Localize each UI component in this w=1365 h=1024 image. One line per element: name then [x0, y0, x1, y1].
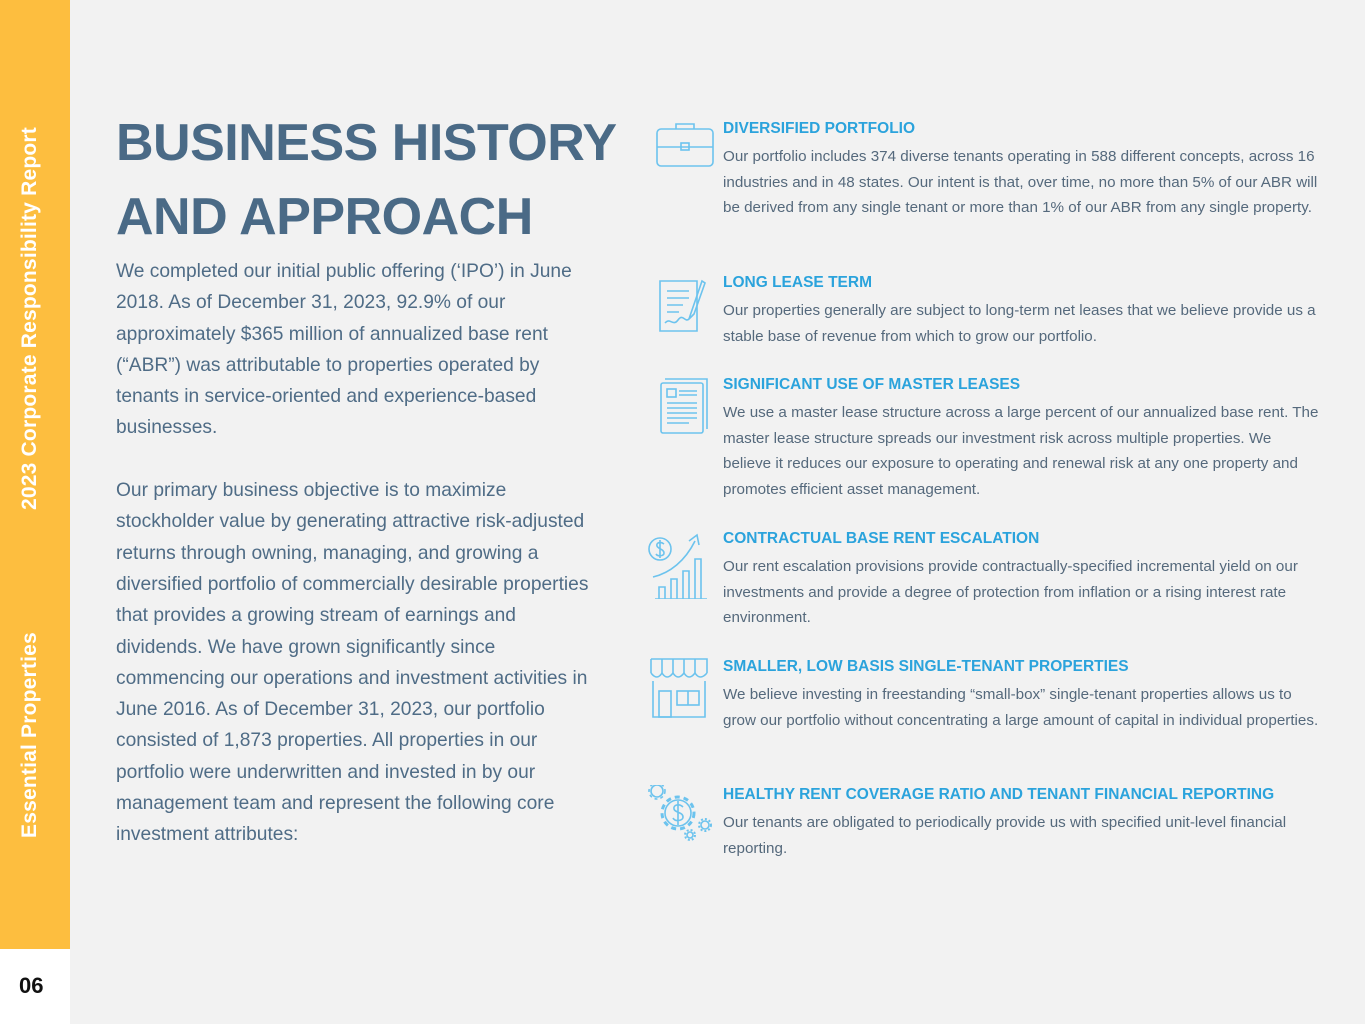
intro-text [116, 256, 606, 882]
attribute-heading: CONTRACTUAL BASE RENT ESCALATION [723, 530, 1040, 547]
attribute-body: We believe investing in freestanding “small-box” single-tenant properties allows us to grow our portfolio without concentrating a large amount of capital in individual properties. [723, 686, 1319, 729]
report-title: 2023 Corporate Responsibility Report [18, 127, 41, 510]
growth-chart-icon [645, 529, 715, 599]
sidebar [0, 0, 70, 949]
attribute-heading: HEALTHY RENT COVERAGE RATIO AND TENANT FINANCIAL REPORTING [723, 786, 1275, 803]
page-title-line2: AND APPROACH [116, 188, 533, 246]
signed-contract-icon [645, 273, 715, 343]
company-name: Essential Properties [18, 632, 41, 838]
attribute-body: Our rent escalation provisions provide contractually-specified incremental yield on our investments and provide a degree of protection from inflation or a rising interest rate environment. [723, 558, 1298, 626]
intro-paragraph-2: Our primary business objective is to maximize stockholder value by generating attractive risk-adjusted returns through owning, managing, and growing a diversified portfolio of commercially desirable properties that provides a growing stream of earnings and dividends. We have grown significantly since commencing our operations and investment activities in June 2016. As of December 31, 2023, our portfolio consisted of 1,873 properties. All properties in our portfolio were underwritten and invested in by our management team and represent the following core investment attributes: [116, 480, 589, 846]
attribute-heading: SMALLER, LOW BASIS SINGLE-TENANT PROPERTIES [723, 658, 1129, 675]
page-title-line1: BUSINESS HISTORY [116, 114, 617, 172]
page-title [116, 106, 616, 254]
page-number: 06 [19, 973, 44, 998]
attribute-body: Our portfolio includes 374 diverse tenants operating in 588 different concepts, across 16 industries and in 48 states. Our intent is that, over time, no more than 5% of our ABR will be derived from any single tenant or more than 1% of our ABR from any single property. [723, 148, 1318, 216]
attribute-heading: SIGNIFICANT USE OF MASTER LEASES [723, 376, 1021, 393]
intro-paragraph-1: We completed our initial public offering (‘IPO’) in June 2018. As of December 31, 2023, 92.9% of our approximately $365 million of annualized base rent (“ABR”) was attributable to properties operated by tenants in service-oriented and experience-based businesses. [116, 261, 572, 439]
document-list-icon [645, 375, 715, 445]
page-number-box [0, 949, 70, 1024]
attribute-heading: LONG LEASE TERM [723, 274, 872, 291]
attribute-body: Our properties generally are subject to long-term net leases that we believe provide us a stable base of revenue from which to grow our portfolio. [723, 302, 1316, 345]
briefcase-icon [645, 119, 715, 189]
storefront-icon [645, 657, 715, 727]
attribute-body: We use a master lease structure across a large percent of our annualized base rent. The master lease structure spreads our investment risk across multiple properties. We believe it reduces our exposure to operating and renewal risk at any one property and promotes efficient asset management. [723, 404, 1319, 498]
attribute-body: Our tenants are obligated to periodically provide us with specified unit-level financial reporting. [723, 814, 1287, 857]
attribute-heading: DIVERSIFIED PORTFOLIO [723, 120, 916, 137]
dollar-gears-icon [645, 785, 715, 855]
